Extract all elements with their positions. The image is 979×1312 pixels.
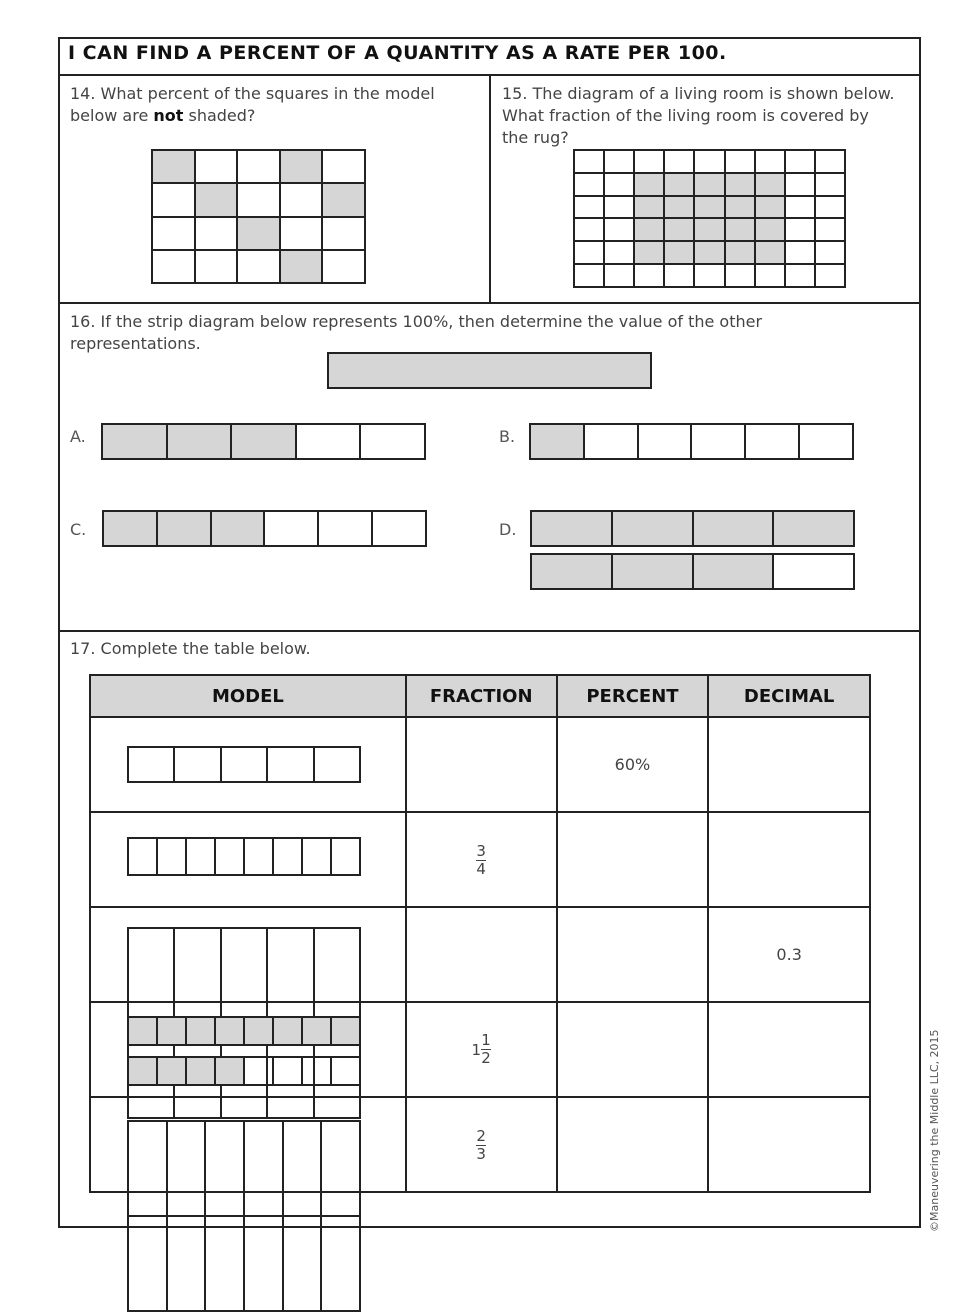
model-strip xyxy=(127,746,361,783)
strip-a xyxy=(101,423,426,460)
table-row xyxy=(90,812,870,907)
decimal-cell[interactable] xyxy=(708,1097,870,1192)
conversion-table xyxy=(89,674,871,1193)
model-cell xyxy=(90,812,406,907)
fraction-cell[interactable] xyxy=(406,717,557,812)
fraction-denominator: 3 xyxy=(476,1145,486,1163)
strip-b xyxy=(529,423,854,460)
fraction-denominator: 4 xyxy=(476,860,486,878)
table-row xyxy=(90,907,870,1002)
question-16: 16. If the strip diagram below represents 100%, then determine the value of the other representations. xyxy=(70,312,763,353)
model-cell xyxy=(90,907,406,1002)
header-fraction: FRACTION xyxy=(406,675,557,717)
header-model: MODEL xyxy=(90,675,406,717)
divider xyxy=(58,630,921,632)
fraction-numerator: 2 xyxy=(476,1127,486,1145)
question-14-text-end: shaded? xyxy=(183,106,256,125)
model-cell xyxy=(90,1002,406,1097)
table-row xyxy=(90,717,870,812)
living-room-grid xyxy=(573,149,846,288)
label-c: C. xyxy=(70,520,87,539)
strip-100-percent xyxy=(327,352,652,389)
fraction-value xyxy=(476,1128,486,1163)
copyright-credit: ©Maneuvering the Middle LLC, 2015 xyxy=(928,1029,941,1232)
question-14-bold: not xyxy=(153,106,184,125)
mixed-number xyxy=(471,1032,491,1067)
model-strip xyxy=(127,1056,361,1086)
model-cell xyxy=(90,1097,406,1192)
fraction-numerator: 1 xyxy=(481,1031,491,1049)
strip-c xyxy=(102,510,427,547)
percent-cell[interactable] xyxy=(557,1002,709,1097)
model-cell xyxy=(90,717,406,812)
fraction-numerator: 3 xyxy=(476,842,486,860)
whole-number: 1 xyxy=(471,1040,481,1059)
percent-cell[interactable] xyxy=(557,1097,709,1192)
table-row xyxy=(90,1097,870,1192)
label-d: D. xyxy=(499,520,517,539)
label-b: B. xyxy=(499,427,516,446)
question-17: 17. Complete the table below. xyxy=(70,639,311,658)
label-a: A. xyxy=(70,427,86,446)
divider xyxy=(58,302,921,304)
header-decimal: DECIMAL xyxy=(708,675,870,717)
decimal-cell[interactable] xyxy=(708,812,870,907)
decimal-cell[interactable]: 0.3 xyxy=(708,907,870,1002)
fraction-cell[interactable] xyxy=(406,1002,557,1097)
question-15: 15. The diagram of a living room is shown below. What fraction of the living room is covered by the rug? xyxy=(502,84,895,147)
strip-d-top xyxy=(530,510,855,547)
fraction-value xyxy=(476,843,486,878)
percent-cell[interactable] xyxy=(557,812,709,907)
square-model-grid xyxy=(151,149,366,284)
fraction-cell[interactable] xyxy=(406,812,557,907)
table-row xyxy=(90,1002,870,1097)
fraction-cell[interactable] xyxy=(406,907,557,1002)
page-title: I CAN FIND A PERCENT OF A QUANTITY AS A RATE PER 100. xyxy=(68,42,727,64)
strip-d-bottom xyxy=(530,553,855,590)
question-14-text: 14. What percent of the squares in the model below are xyxy=(70,84,435,125)
percent-cell[interactable] xyxy=(557,907,709,1002)
model-strip xyxy=(127,1016,361,1046)
header-percent: PERCENT xyxy=(557,675,709,717)
decimal-cell[interactable] xyxy=(708,1002,870,1097)
percent-cell[interactable]: 60% xyxy=(557,717,709,812)
fraction-cell[interactable] xyxy=(406,1097,557,1192)
divider xyxy=(489,74,491,302)
question-14 xyxy=(70,83,480,127)
decimal-cell[interactable] xyxy=(708,717,870,812)
model-grid xyxy=(127,1120,361,1312)
model-strip xyxy=(127,837,361,876)
fraction-denominator: 2 xyxy=(481,1049,491,1067)
